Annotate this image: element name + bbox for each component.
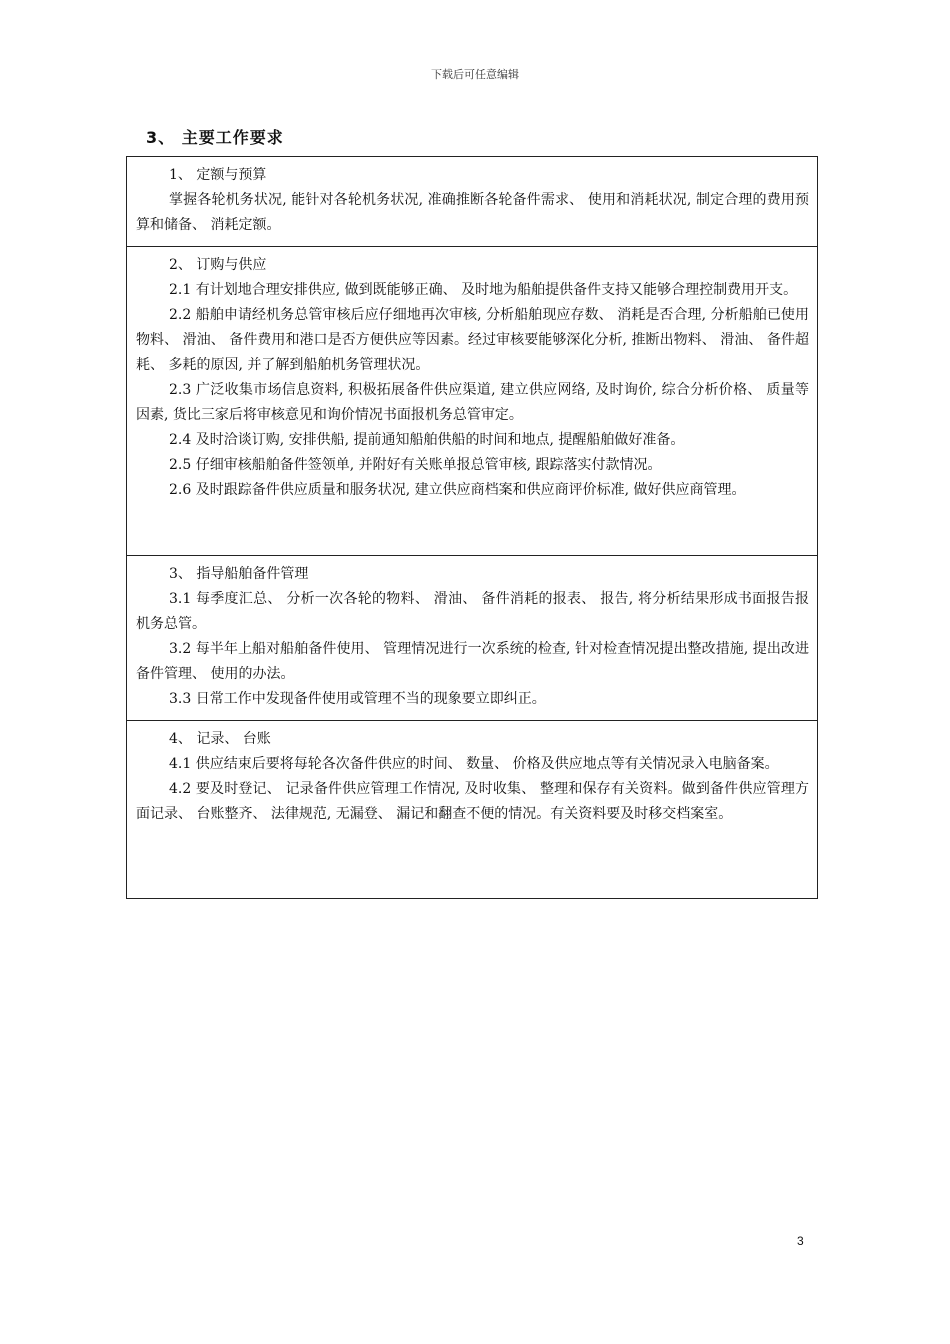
section-paragraph: 2.3 广泛收集市场信息资料, 积极拓展备件供应渠道, 建立供应网络, 及时询价, 综合分析价格、 质量等因素, 货比三家后将审核意见和询价情况书面报机务总管审定。 [136,382,809,423]
section-title: 3、 主要工作要求 [146,128,284,147]
page-header-note: 下载后可任意编辑 [431,68,519,81]
section-paragraph: 3.1 每季度汇总、 分析一次各轮的物料、 滑油、 备件消耗的报表、 报告, 将分析结果形成书面报告报机务总管。 [136,591,809,632]
section-records-ledger [127,721,818,899]
section-paragraph: 3.3 日常工作中发现备件使用或管理不当的现象要立即纠正。 [169,691,546,707]
section-quota-budget [127,157,818,247]
section-paragraph: 2.1 有计划地合理安排供应, 做到既能够正确、 及时地为船舶提供备件支持又能够合理控制费用开支。 [169,282,798,298]
section-heading: 3、 指导船舶备件管理 [169,566,309,582]
section-heading: 2、 订购与供应 [169,257,267,273]
section-paragraph: 2.5 仔细审核船舶备件签领单, 并附好有关账单报总管审核, 跟踪落实付款情况。 [169,457,662,473]
section-paragraph: 2.2 船舶申请经机务总管审核后应仔细地再次审核, 分析船舶现应存数、 消耗是否合理, 分析船舶已使用物料、 滑油、 备件费用和港口是否方便供应等因素。经过审核要能够深化分析, 推断出物料、 滑油、 备件超耗、 多耗的原因, 并了解到船舶机务管理状况。 [136,307,809,373]
section-paragraph: 3.2 每半年上船对船舶备件使用、 管理情况进行一次系统的检查, 针对检查情况提出整改措施, 提出改进备件管理、 使用的办法。 [136,641,809,682]
section-heading: 4、 记录、 台账 [169,731,271,747]
section-heading: 1、 定额与预算 [169,167,267,183]
requirements-row [127,556,818,721]
section-ship-parts-guidance [127,556,818,721]
section-paragraph: 2.4 及时洽谈订购, 安排供船, 提前通知船舶供船的时间和地点, 提醒船舶做好准备。 [169,432,685,448]
requirements-row [127,721,818,899]
section-paragraph: 4.2 要及时登记、 记录备件供应管理工作情况, 及时收集、 整理和保存有关资料。做到备件供应管理方面记录、 台账整齐、 法律规范, 无漏登、 漏记和翻查不便的情况。有关资料要及时移交档案室。 [136,781,809,822]
requirements-row [127,247,818,556]
requirements-row [127,157,818,247]
section-paragraph: 掌握各轮机务状况, 能针对各轮机务状况, 准确推断各轮备件需求、 使用和消耗状况, 制定合理的费用预算和储备、 消耗定额。 [136,192,809,233]
section-paragraph: 2.6 及时跟踪备件供应质量和服务状况, 建立供应商档案和供应商评价标准, 做好供应商管理。 [169,482,746,498]
section-ordering-supply [127,247,818,556]
section-paragraph: 4.1 供应结束后要将每轮各次备件供应的时间、 数量、 价格及供应地点等有关情况录入电脑备案。 [169,756,779,772]
requirements-table [126,156,818,899]
page-number: 3 [797,1234,804,1248]
